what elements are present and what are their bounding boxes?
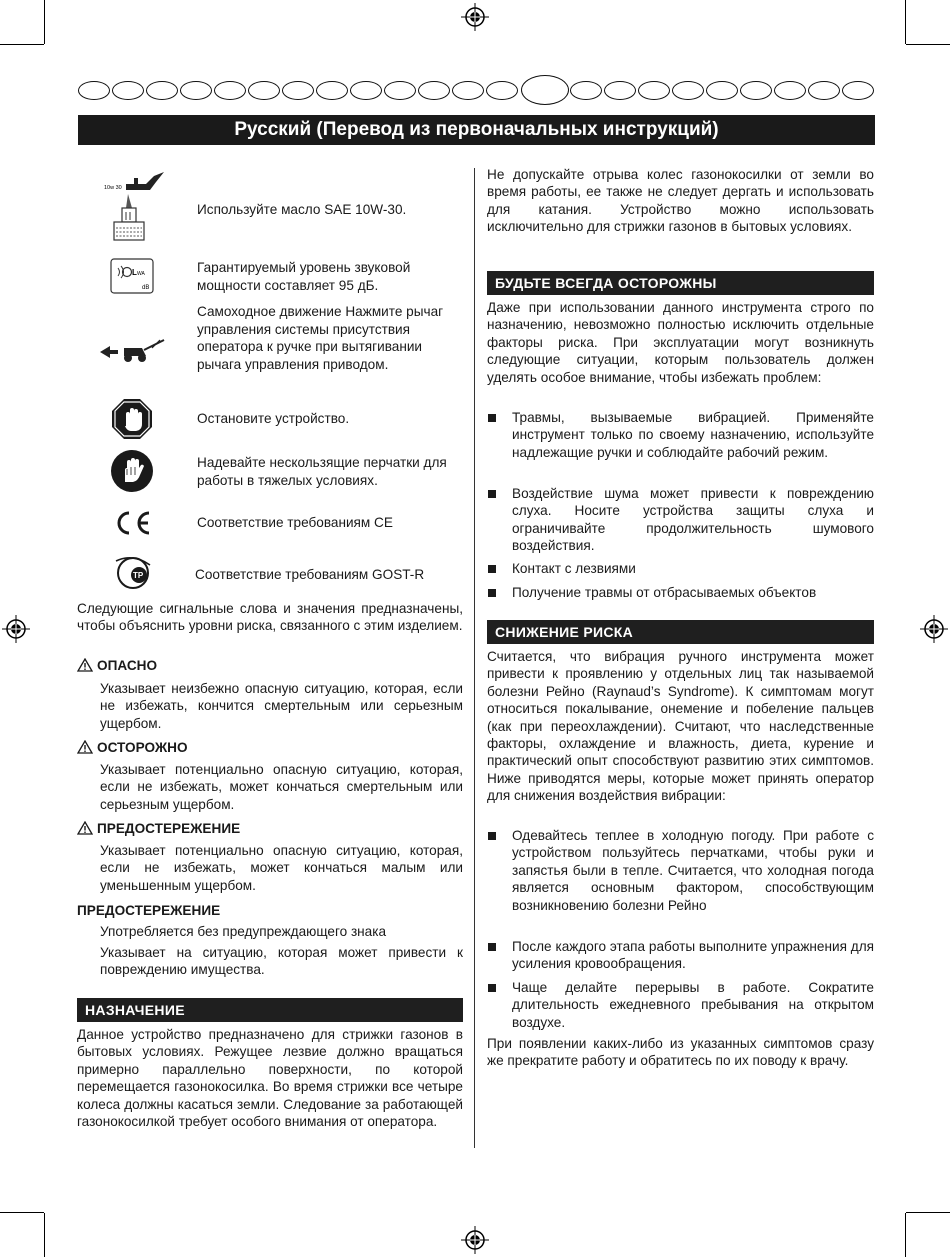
section-header-risk-reduction: СНИЖЕНИЕ РИСКА <box>487 620 874 644</box>
crop-mark <box>0 1212 44 1213</box>
caution-no-symbol-heading: ПРЕДОСТЕРЕЖЕНИЕ <box>77 903 221 918</box>
bullet-icon <box>488 943 496 951</box>
language-tab <box>486 81 518 100</box>
crop-mark <box>44 1213 45 1257</box>
svg-text:TP: TP <box>133 571 144 580</box>
registration-mark-icon <box>920 615 948 643</box>
warning-triangle-icon <box>77 821 93 835</box>
bullet-icon <box>488 490 496 498</box>
registration-mark-icon <box>2 615 30 643</box>
risk-reduction-text: Считается, что вибрация ручного инструмента может привести к проявлению у отдельных лиц так называемой болезни Рейно (Raynaud’s Syndrome). К симптомам могут относиться покалывание, онемение и побеление пальцев (как при переохлаждении). Считают, что наследственные факторы, охлаждение и влажность, диета, курение и практический опыт способствуют развитию этих симптомов. Ниже приводятся меры, которые может принять оператор для снижения воздействия вибрации: <box>487 649 874 804</box>
language-tab <box>78 81 110 100</box>
symbol-description: Остановите устройство. <box>197 411 350 426</box>
crop-mark <box>0 44 44 45</box>
gloves-icon <box>110 449 154 493</box>
list-item <box>488 409 874 479</box>
column-divider <box>474 168 475 1148</box>
self-propel-icon <box>98 336 168 366</box>
language-tab-row <box>78 79 875 103</box>
list-item-text: Одевайтесь теплее в холодную погоду. При работе с устройством пользуйтесь перчатками, чтобы руки и запястья были в тепле. Считается, что холодная погода является основным фактором, способствующим возникновению болезни Рейно <box>512 828 874 913</box>
usage-restriction-text: Не допускайте отрыва колес газонокосилки от земли во время работы, ее также не следует дергать и использовать для катания. Устройство можно использовать исключительно для стрижки газонов в бытовых условиях. <box>487 167 874 235</box>
language-tab <box>740 81 772 100</box>
bullet-icon <box>488 414 496 422</box>
danger-text: Указывает неизбежно опасную ситуацию, которая, если не избежать, кончится смертельным или серьезным ущербом. <box>100 681 463 731</box>
crop-mark <box>906 44 950 45</box>
language-tab-active <box>521 75 569 105</box>
gost-r-mark-icon <box>113 555 153 591</box>
language-tab <box>248 81 280 100</box>
crop-mark <box>906 1212 950 1213</box>
bullet-icon <box>488 589 496 597</box>
section-header-always-careful: БУДЬТЕ ВСЕГДА ОСТОРОЖНЫ <box>487 271 874 295</box>
registration-mark-icon <box>461 1226 489 1254</box>
language-tab <box>350 81 382 100</box>
symbol-description: Соответствие требованиям GOST-R <box>195 567 425 582</box>
bullet-icon <box>488 565 496 573</box>
language-tab <box>384 81 416 100</box>
list-item-text: После каждого этапа работы выполните упражнения для усиления кровообращения. <box>512 939 874 972</box>
list-item <box>488 485 874 555</box>
list-item-text: Контакт с лезвиями <box>512 561 636 576</box>
crop-mark <box>44 0 45 44</box>
caution-heading <box>77 820 240 837</box>
language-tab <box>282 81 314 100</box>
oil-icon-label: 10w 30 <box>104 185 122 191</box>
list-item <box>488 938 874 974</box>
closing-advice-text: При появлении каких-либо из указанных симптомов сразу же прекратите работу и обратитесь по их поводу к врачу. <box>487 1036 874 1069</box>
always-careful-text: Даже при использовании данного инструмента строго по назначению, невозможно полностью исключить отдельные факторы риска. При эксплуатации могут возникнуть следующие ситуации, которым пользователь должен уделять особое внимание, чтобы избежать проблем: <box>487 300 874 385</box>
caution-text: Указывает потенциально опасную ситуацию, которая, если не избежать, может кончаться малым или уменьшенным ущербом. <box>100 843 463 893</box>
bullet-icon <box>488 984 496 992</box>
language-tab <box>638 81 670 100</box>
purpose-text: Данное устройство предназначено для стрижки газонов в бытовых условиях. Режущее лезвие должно вращаться примерно параллельно поверхности, по которой перемещается газонокосилка. Во время стрижки все четыре колеса должны касаться земли. Следование за работающей газонокосилкой требует особого внимания от оператора. <box>77 1027 463 1130</box>
language-tab <box>706 81 738 100</box>
list-item <box>488 560 874 578</box>
list-item-text: Получение травмы от отбрасываемых объектов <box>512 585 817 600</box>
stop-hand-icon <box>111 398 153 440</box>
oil-can-icon <box>104 168 168 244</box>
caution-title: ПРЕДОСТЕРЕЖЕНИЕ <box>97 821 241 836</box>
language-tab <box>112 81 144 100</box>
symbol-description: Гарантируемый уровень звуковой мощности составляет 95 дБ. <box>197 260 411 293</box>
page-title: Русский (Перевод из первоначальных инструкций) <box>78 115 875 145</box>
registration-mark-icon <box>461 3 489 31</box>
warning-triangle-icon <box>77 740 93 754</box>
crop-mark <box>905 0 906 44</box>
language-tab <box>672 81 704 100</box>
warning-triangle-icon <box>77 658 93 672</box>
caution-no-symbol-text: Указывает на ситуацию, которая может привести к повреждению имущества. <box>100 945 463 978</box>
danger-title: ОПАСНО <box>97 658 158 673</box>
caution-no-symbol-note: Употребляется без предупреждающего знака <box>100 924 387 939</box>
list-item-text: Воздействие шума может привести к повреждению слуха. Носите устройства защиты слуха и ограничивайте продолжительность шумового воздействия. <box>512 486 874 554</box>
warning-title: ОСТОРОЖНО <box>97 740 188 755</box>
language-tab <box>570 81 602 100</box>
danger-heading <box>77 657 157 674</box>
signal-words-intro: Следующие сигнальные слова и значения предназначены, чтобы объяснить уровни риска, связанного с этим изделием. <box>77 601 463 634</box>
language-tab <box>842 81 874 100</box>
section-header-purpose: НАЗНАЧЕНИЕ <box>77 998 463 1022</box>
warning-heading <box>77 739 188 756</box>
svg-text:dB: dB <box>142 285 150 291</box>
bullet-icon <box>488 832 496 840</box>
list-item-text: Травмы, вызываемые вибрацией. Применяйте инструмент только по своему назначению, используйте надлежащие ручки и соблюдайте рабочий режим. <box>512 410 874 460</box>
svg-text:L: L <box>132 268 137 277</box>
ce-mark-icon <box>113 510 153 536</box>
list-item <box>488 584 874 602</box>
language-tab <box>180 81 212 100</box>
crop-mark <box>905 1213 906 1257</box>
warning-text: Указывает потенциально опасную ситуацию, которая, если не избежать, может кончаться смертельным или серьезным ущербом. <box>100 762 463 812</box>
language-tab <box>316 81 348 100</box>
language-tab <box>146 81 178 100</box>
language-tab <box>418 81 450 100</box>
sound-level-icon <box>110 258 154 294</box>
list-item <box>488 827 874 917</box>
symbol-description: Используйте масло SAE 10W-30. <box>197 202 407 217</box>
symbol-description: Самоходное движение Нажмите рычаг управления системы присутствия оператора к ручке при вытягивании рычага управления приводом. <box>197 304 444 372</box>
list-item <box>488 979 874 1031</box>
language-tab <box>604 81 636 100</box>
language-tab <box>774 81 806 100</box>
list-item-text: Чаще делайте перерывы в работе. Сократите длительность ежедневного пребывания на открытом воздухе. <box>512 980 874 1030</box>
language-tab <box>808 81 840 100</box>
symbol-description: Надевайте нескользящие перчатки для работы в тяжелых условиях. <box>197 455 447 488</box>
language-tab <box>214 81 246 100</box>
symbol-description: Соответствие требованиям CE <box>197 515 393 530</box>
language-tab <box>452 81 484 100</box>
svg-text:WA: WA <box>137 271 145 277</box>
